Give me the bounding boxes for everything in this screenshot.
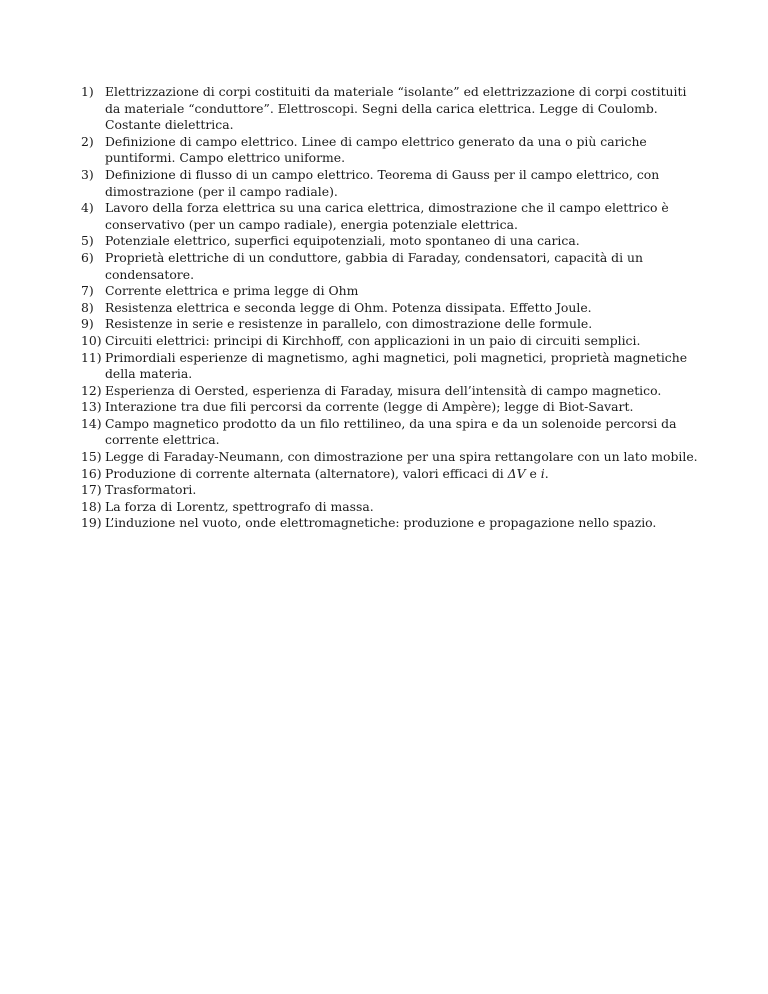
- list-item-text: Lavoro della forza elettrica su una carica elettrica, dimostrazione che il campo elettrico è conservativo (per un campo radiale), energia potenziale elettrica.: [105, 200, 669, 232]
- list-item-number: 9): [81, 316, 94, 332]
- list-item: [81, 482, 701, 499]
- list-item-text: Circuiti elettrici: principi di Kirchhoff, con applicazioni in un paio di circuiti semplici.: [105, 332, 641, 348]
- list-item-number: 15): [81, 449, 102, 465]
- list-item: [81, 350, 701, 383]
- list-item: [81, 283, 701, 300]
- list-item-text: La forza di Lorentz, spettrografo di massa.: [105, 498, 374, 514]
- list-item-number: 19): [81, 515, 102, 531]
- list-item-text: L’induzione nel vuoto, onde elettromagnetiche: produzione e propagazione nello spazio.: [105, 515, 657, 531]
- list-item-number: 5): [81, 233, 94, 249]
- list-item: [81, 167, 701, 200]
- list-item-text: Campo magnetico prodotto da un filo rettilineo, da una spira e da un solenoide percorsi da corrente elettrica.: [105, 415, 677, 448]
- list-item-text-part: .: [544, 465, 549, 481]
- list-item-text: Esperienza di Oersted, esperienza di Faraday, misura dell’intensità di campo magnetico.: [105, 382, 662, 398]
- list-item: [81, 300, 701, 317]
- list-item-number: 8): [81, 299, 94, 315]
- list-item-number: 17): [81, 482, 102, 498]
- list-item-number: 13): [81, 399, 102, 415]
- list-item: [81, 383, 701, 400]
- list-item: [81, 250, 701, 283]
- list-item: [81, 233, 701, 250]
- list-item-text: Elettrizzazione di corpi costituiti da materiale “isolante” ed elettrizzazione di corpi costituiti da materiale “conduttore”. Elettroscopi. Segni della carica elettrica. Legge di Coulomb. Costante dielettrica.: [105, 84, 687, 133]
- list-item-number: 11): [81, 349, 102, 365]
- list-item: [81, 316, 701, 333]
- list-item-text: Legge di Faraday-Neumann, con dimostrazione per una spira rettangolare con un lato mobile.: [105, 449, 698, 465]
- list-item-text: Resistenze in serie e resistenze in parallelo, con dimostrazione delle formule.: [105, 316, 593, 332]
- list-item-text: Resistenza elettrica e seconda legge di Ohm. Potenza dissipata. Effetto Joule.: [105, 299, 592, 315]
- list-item: [81, 466, 701, 483]
- list-item: [81, 399, 701, 416]
- list-item-number: 1): [81, 84, 94, 99]
- list-item-number: 7): [81, 283, 94, 299]
- list-item-number: 2): [81, 133, 94, 149]
- list-item-text: [105, 466, 701, 483]
- list-item: [81, 499, 701, 516]
- list-item-text: Definizione di campo elettrico. Linee di campo elettrico generato da una o più cariche puntiformi. Campo elettrico uniforme.: [105, 133, 647, 166]
- list-item-text: Potenziale elettrico, superfici equipotenziali, moto spontaneo di una carica.: [105, 233, 580, 249]
- list-item: [81, 134, 701, 167]
- current-symbol: i: [540, 465, 545, 481]
- list-item-text: Proprietà elettriche di un conduttore, gabbia di Faraday, condensatori, capacità di un condensatore.: [105, 249, 643, 282]
- list-item: [81, 515, 701, 532]
- list-item-text-part: e: [525, 465, 541, 481]
- list-item: [81, 200, 701, 233]
- list-item-number: 3): [81, 166, 94, 182]
- list-item-text-part: Produzione di corrente alternata (alternatore), valori efficaci di: [105, 465, 508, 481]
- list-item-number: 14): [81, 415, 102, 431]
- list-item-text: Primordiali esperienze di magnetismo, aghi magnetici, poli magnetici, proprietà magnetiche della materia.: [105, 349, 688, 382]
- list-item-number: 18): [81, 498, 102, 514]
- list-item-number: 6): [81, 249, 94, 265]
- list-item: [81, 84, 701, 134]
- list-item-number: 12): [81, 382, 102, 398]
- list-item-text: Interazione tra due fili percorsi da corrente (legge di Ampère); legge di Biot-Savart.: [105, 399, 634, 415]
- list-item: [81, 333, 701, 350]
- list-item-text: Corrente elettrica e prima legge di Ohm: [105, 283, 359, 299]
- list-item-number: 4): [81, 200, 94, 216]
- delta-v-symbol: ΔV: [507, 465, 526, 481]
- list-item: [81, 416, 701, 449]
- list-item-text: Trasformatori.: [105, 482, 197, 498]
- list-item: [81, 449, 701, 466]
- list-item-number: 10): [81, 332, 102, 348]
- list-item-text: Definizione di flusso di un campo elettrico. Teorema di Gauss per il campo elettrico, con dimostrazione (per il campo radiale).: [105, 166, 660, 199]
- topic-list: [81, 84, 701, 532]
- list-item-number: 16): [81, 465, 102, 481]
